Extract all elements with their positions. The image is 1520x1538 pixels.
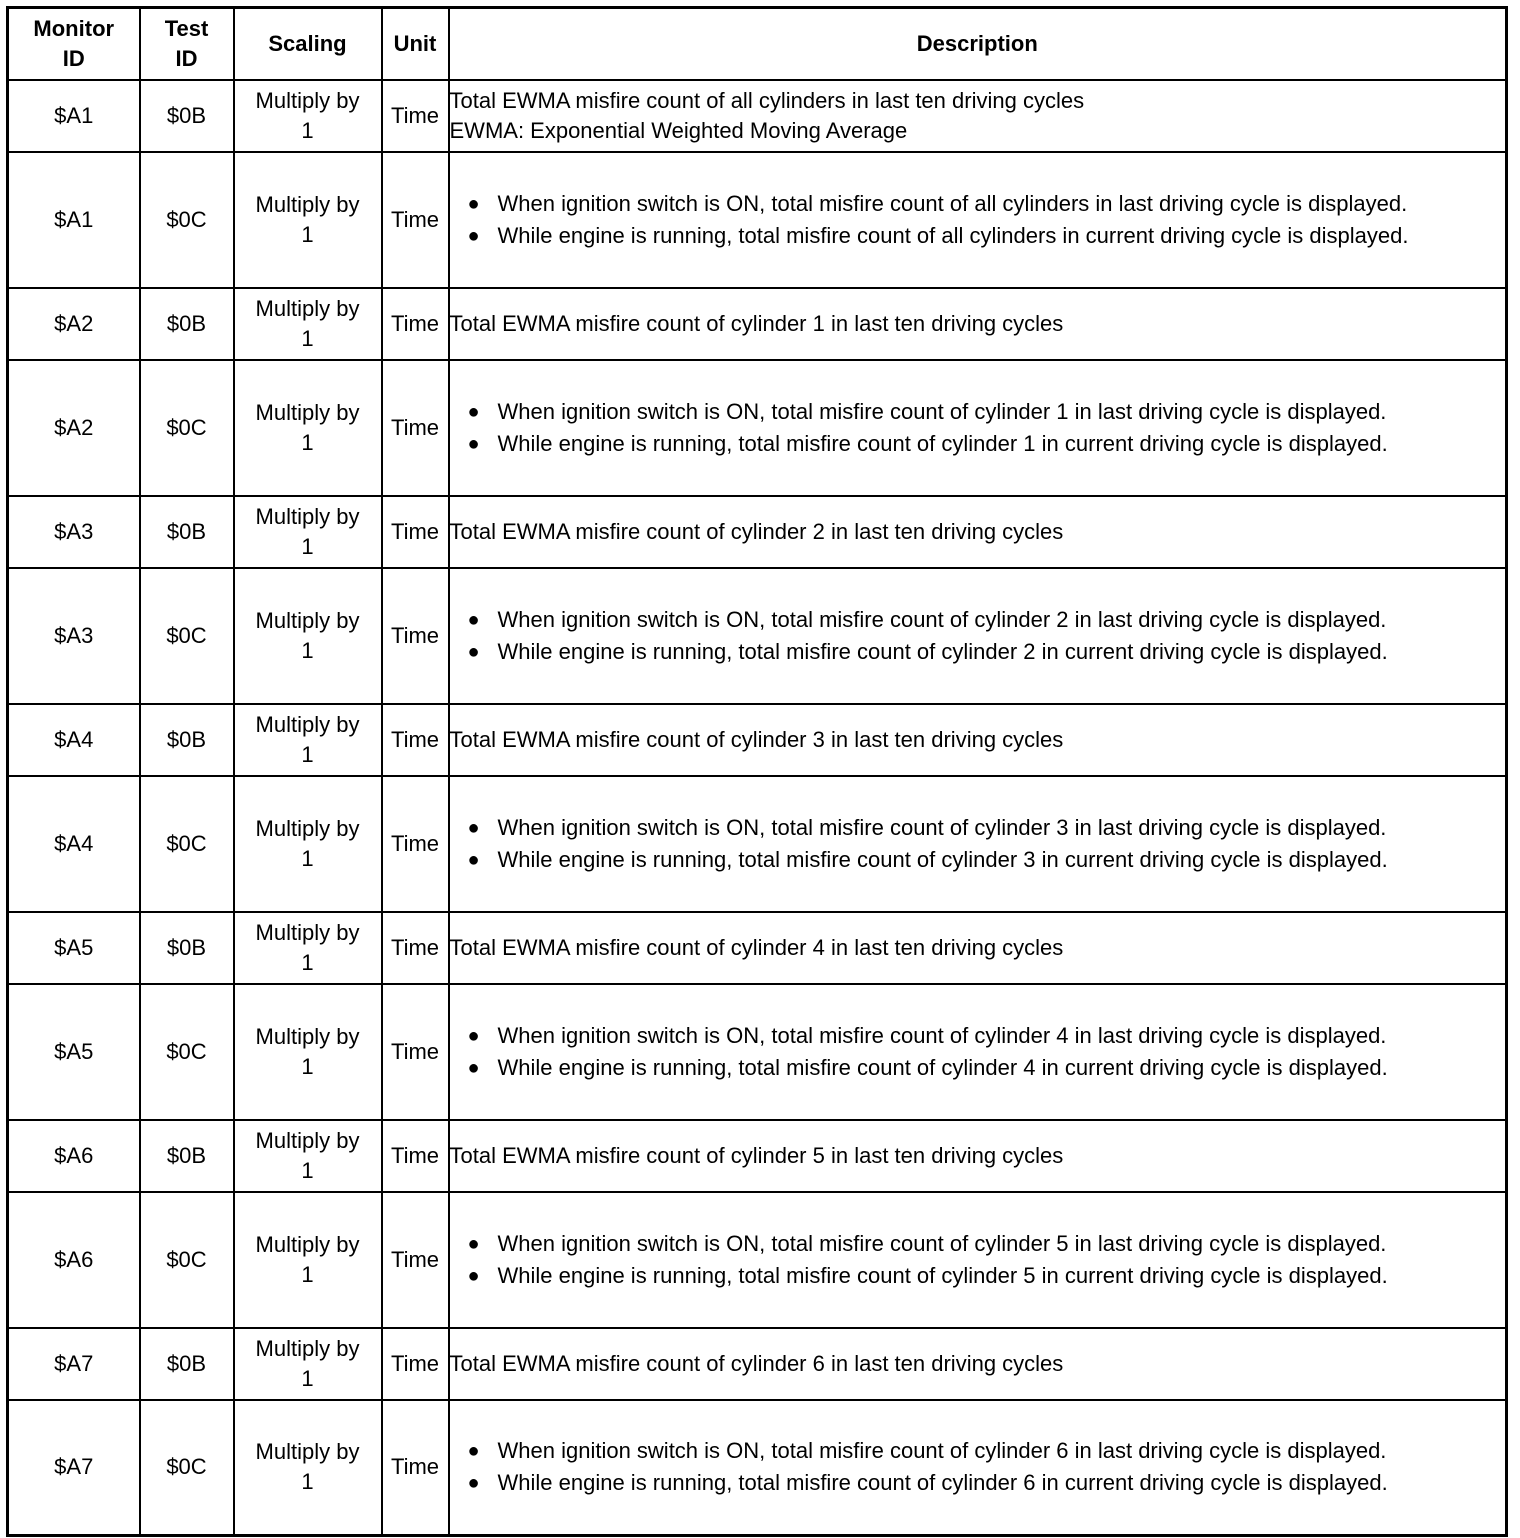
- scaling-text: Multiply by: [255, 1439, 360, 1465]
- scaling-text: Multiply by: [255, 607, 360, 633]
- scaling-cell: [234, 912, 382, 984]
- description-bullet-list: [450, 189, 1506, 251]
- bullet-icon: ●: [467, 1232, 480, 1255]
- header-scaling: Scaling: [234, 8, 382, 80]
- scaling-cell: [234, 152, 382, 288]
- table-row: [8, 776, 1507, 912]
- description-bullet-item: [468, 845, 1498, 875]
- bullet-text: While engine is running, total misfire count of cylinder 3 in current driving cycle is displayed.: [497, 846, 1388, 872]
- monitor-id-cell: $A3: [8, 496, 140, 568]
- description-text: Total EWMA misfire count of all cylinders in last ten driving cycles: [449, 87, 1085, 113]
- bullet-text: When ignition switch is ON, total misfire count of all cylinders in last driving cycle is displayed.: [497, 190, 1408, 216]
- bullet-icon: ●: [467, 192, 480, 215]
- description-cell: [449, 704, 1507, 776]
- test-id-cell: $0C: [140, 1192, 234, 1328]
- test-id-cell: $0B: [140, 288, 234, 360]
- monitor-id-cell: $A1: [8, 80, 140, 152]
- table-row: [8, 496, 1507, 568]
- description-bullet-item: [468, 189, 1498, 219]
- description-cell: [449, 984, 1507, 1120]
- test-id-cell: $0B: [140, 80, 234, 152]
- scaling-cell: [234, 776, 382, 912]
- description-cell: [449, 1400, 1507, 1536]
- bullet-text: While engine is running, total misfire count of all cylinders in current driving cycle is displayed.: [497, 222, 1409, 248]
- monitor-id-cell: $A4: [8, 776, 140, 912]
- description-bullet-list: [450, 1021, 1506, 1083]
- description-text: Total EWMA misfire count of cylinder 4 in last ten driving cycles: [449, 934, 1064, 960]
- header-description: Description: [449, 8, 1507, 80]
- test-id-cell: $0C: [140, 984, 234, 1120]
- bullet-icon: ●: [467, 400, 480, 423]
- bullet-text: When ignition switch is ON, total misfire count of cylinder 2 in last driving cycle is displayed.: [497, 606, 1387, 632]
- scaling-cell: [234, 80, 382, 152]
- scaling-factor: 1: [301, 325, 314, 351]
- scaling-text: Multiply by: [255, 1023, 360, 1049]
- description-bullet-item: [468, 1229, 1498, 1259]
- scaling-text: Multiply by: [255, 1127, 360, 1153]
- test-id-cell: $0C: [140, 360, 234, 496]
- description-cell: [449, 1328, 1507, 1400]
- bullet-icon: ●: [467, 1264, 480, 1287]
- description-bullet-list: [450, 813, 1506, 875]
- description-cell: [449, 288, 1507, 360]
- bullet-icon: ●: [467, 432, 480, 455]
- scaling-text: Multiply by: [255, 919, 360, 945]
- description-cell: [449, 1192, 1507, 1328]
- description-bullet-item: [468, 1468, 1498, 1498]
- scaling-factor: 1: [301, 741, 314, 767]
- monitor-id-cell: $A6: [8, 1192, 140, 1328]
- scaling-cell: [234, 288, 382, 360]
- description-cell: [449, 360, 1507, 496]
- table-row: [8, 152, 1507, 288]
- scaling-cell: [234, 1120, 382, 1192]
- description-text: Total EWMA misfire count of cylinder 1 in last ten driving cycles: [449, 310, 1064, 336]
- scaling-cell: [234, 496, 382, 568]
- table-row: [8, 568, 1507, 704]
- description-cell: [449, 1120, 1507, 1192]
- unit-cell: Time: [382, 1192, 449, 1328]
- monitor-id-cell: $A5: [8, 912, 140, 984]
- bullet-text: While engine is running, total misfire count of cylinder 6 in current driving cycle is displayed.: [497, 1470, 1388, 1496]
- table-row: [8, 80, 1507, 152]
- bullet-icon: ●: [467, 224, 480, 247]
- monitor-id-cell: $A4: [8, 704, 140, 776]
- header-unit: Unit: [382, 8, 449, 80]
- scaling-text: Multiply by: [255, 191, 360, 217]
- description-bullet-item: [468, 221, 1498, 251]
- description-bullet-item: [468, 1021, 1498, 1051]
- header-test-id-line2: ID: [175, 45, 198, 71]
- description-cell: [449, 80, 1507, 152]
- test-id-cell: $0B: [140, 704, 234, 776]
- description-text: Total EWMA misfire count of cylinder 2 in last ten driving cycles: [449, 518, 1064, 544]
- unit-cell: Time: [382, 704, 449, 776]
- description-cell: [449, 776, 1507, 912]
- unit-cell: Time: [382, 1120, 449, 1192]
- header-monitor-id: [8, 8, 140, 80]
- header-test-id: [140, 8, 234, 80]
- monitor-id-cell: $A2: [8, 288, 140, 360]
- bullet-text: While engine is running, total misfire count of cylinder 1 in current driving cycle is displayed.: [497, 430, 1388, 456]
- table-row: [8, 1192, 1507, 1328]
- description-bullet-item: [468, 605, 1498, 635]
- scaling-factor: 1: [301, 1469, 314, 1495]
- description-text: Total EWMA misfire count of cylinder 5 in last ten driving cycles: [449, 1142, 1064, 1168]
- bullet-text: When ignition switch is ON, total misfire count of cylinder 5 in last driving cycle is displayed.: [497, 1230, 1387, 1256]
- table-row: [8, 984, 1507, 1120]
- scaling-factor: 1: [301, 637, 314, 663]
- monitor-id-cell: $A5: [8, 984, 140, 1120]
- unit-cell: Time: [382, 80, 449, 152]
- table-row: [8, 1120, 1507, 1192]
- bullet-icon: ●: [467, 608, 480, 631]
- description-cell: [449, 912, 1507, 984]
- table-row: [8, 1328, 1507, 1400]
- unit-cell: Time: [382, 984, 449, 1120]
- scaling-factor: 1: [301, 949, 314, 975]
- scaling-text: Multiply by: [255, 87, 360, 113]
- scaling-text: Multiply by: [255, 503, 360, 529]
- unit-cell: Time: [382, 1328, 449, 1400]
- scaling-cell: [234, 984, 382, 1120]
- table-row: [8, 288, 1507, 360]
- monitor-id-cell: $A3: [8, 568, 140, 704]
- monitor-id-cell: $A1: [8, 152, 140, 288]
- unit-cell: Time: [382, 360, 449, 496]
- description-bullet-item: [468, 813, 1498, 843]
- bullet-icon: ●: [467, 640, 480, 663]
- bullet-icon: ●: [467, 848, 480, 871]
- bullet-icon: ●: [467, 1056, 480, 1079]
- description-cell: [449, 496, 1507, 568]
- header-test-id-line1: Test: [164, 15, 209, 41]
- table-row: [8, 704, 1507, 776]
- scaling-factor: 1: [301, 1157, 314, 1183]
- scaling-text: Multiply by: [255, 399, 360, 425]
- test-id-cell: $0C: [140, 152, 234, 288]
- unit-cell: Time: [382, 912, 449, 984]
- scaling-text: Multiply by: [255, 1231, 360, 1257]
- scaling-factor: 1: [301, 1365, 314, 1391]
- description-bullet-list: [450, 605, 1506, 667]
- bullet-text: When ignition switch is ON, total misfire count of cylinder 4 in last driving cycle is displayed.: [497, 1022, 1387, 1048]
- description-cell: [449, 152, 1507, 288]
- scaling-cell: [234, 704, 382, 776]
- scaling-cell: [234, 1400, 382, 1536]
- bullet-text: When ignition switch is ON, total misfire count of cylinder 1 in last driving cycle is displayed.: [497, 398, 1387, 424]
- test-id-cell: $0C: [140, 1400, 234, 1536]
- bullet-text: When ignition switch is ON, total misfire count of cylinder 6 in last driving cycle is displayed.: [497, 1438, 1387, 1464]
- scaling-factor: 1: [301, 845, 314, 871]
- scaling-cell: [234, 1192, 382, 1328]
- bullet-text: When ignition switch is ON, total misfire count of cylinder 3 in last driving cycle is displayed.: [497, 814, 1387, 840]
- test-id-cell: $0B: [140, 912, 234, 984]
- unit-cell: Time: [382, 288, 449, 360]
- unit-cell: Time: [382, 568, 449, 704]
- description-bullet-list: [450, 1229, 1506, 1291]
- scaling-factor: 1: [301, 533, 314, 559]
- test-id-cell: $0C: [140, 776, 234, 912]
- scaling-factor: 1: [301, 221, 314, 247]
- header-row: [8, 8, 1507, 80]
- test-id-cell: $0B: [140, 1328, 234, 1400]
- description-bullet-item: [468, 1261, 1498, 1291]
- description-bullet-item: [468, 429, 1498, 459]
- description-text: Total EWMA misfire count of cylinder 6 in last ten driving cycles: [449, 1350, 1064, 1376]
- description-bullet-list: [450, 1436, 1506, 1498]
- scaling-factor: 1: [301, 429, 314, 455]
- bullet-text: While engine is running, total misfire count of cylinder 5 in current driving cycle is displayed.: [497, 1262, 1388, 1288]
- table-row: [8, 912, 1507, 984]
- bullet-text: While engine is running, total misfire count of cylinder 2 in current driving cycle is displayed.: [497, 638, 1388, 664]
- description-bullet-item: [468, 1436, 1498, 1466]
- bullet-text: While engine is running, total misfire count of cylinder 4 in current driving cycle is displayed.: [497, 1054, 1388, 1080]
- scaling-factor: 1: [301, 1053, 314, 1079]
- bullet-icon: ●: [467, 816, 480, 839]
- monitor-id-cell: $A6: [8, 1120, 140, 1192]
- table-row: [8, 1400, 1507, 1536]
- header-monitor-id-line2: ID: [62, 45, 85, 71]
- test-id-cell: $0B: [140, 1120, 234, 1192]
- scaling-cell: [234, 568, 382, 704]
- unit-cell: Time: [382, 1400, 449, 1536]
- scaling-text: Multiply by: [255, 1335, 360, 1361]
- bullet-icon: ●: [467, 1440, 480, 1463]
- scaling-cell: [234, 1328, 382, 1400]
- description-bullet-item: [468, 397, 1498, 427]
- scaling-factor: 1: [301, 117, 314, 143]
- unit-cell: Time: [382, 776, 449, 912]
- description-bullet-item: [468, 1053, 1498, 1083]
- scaling-text: Multiply by: [255, 711, 360, 737]
- header-monitor-id-line1: Monitor: [33, 15, 115, 41]
- test-id-cell: $0B: [140, 496, 234, 568]
- description-cell: [449, 568, 1507, 704]
- unit-cell: Time: [382, 496, 449, 568]
- description-bullet-item: [468, 637, 1498, 667]
- test-id-cell: $0C: [140, 568, 234, 704]
- scaling-factor: 1: [301, 1261, 314, 1287]
- monitor-id-cell: $A2: [8, 360, 140, 496]
- scaling-cell: [234, 360, 382, 496]
- description-text: EWMA: Exponential Weighted Moving Average: [449, 117, 908, 143]
- description-text: Total EWMA misfire count of cylinder 3 in last ten driving cycles: [449, 726, 1064, 752]
- monitor-id-cell: $A7: [8, 1400, 140, 1536]
- unit-cell: Time: [382, 152, 449, 288]
- monitor-test-table: [6, 6, 1508, 1537]
- description-bullet-list: [450, 397, 1506, 459]
- bullet-icon: ●: [467, 1472, 480, 1495]
- scaling-text: Multiply by: [255, 815, 360, 841]
- scaling-text: Multiply by: [255, 295, 360, 321]
- bullet-icon: ●: [467, 1024, 480, 1047]
- monitor-id-cell: $A7: [8, 1328, 140, 1400]
- table-row: [8, 360, 1507, 496]
